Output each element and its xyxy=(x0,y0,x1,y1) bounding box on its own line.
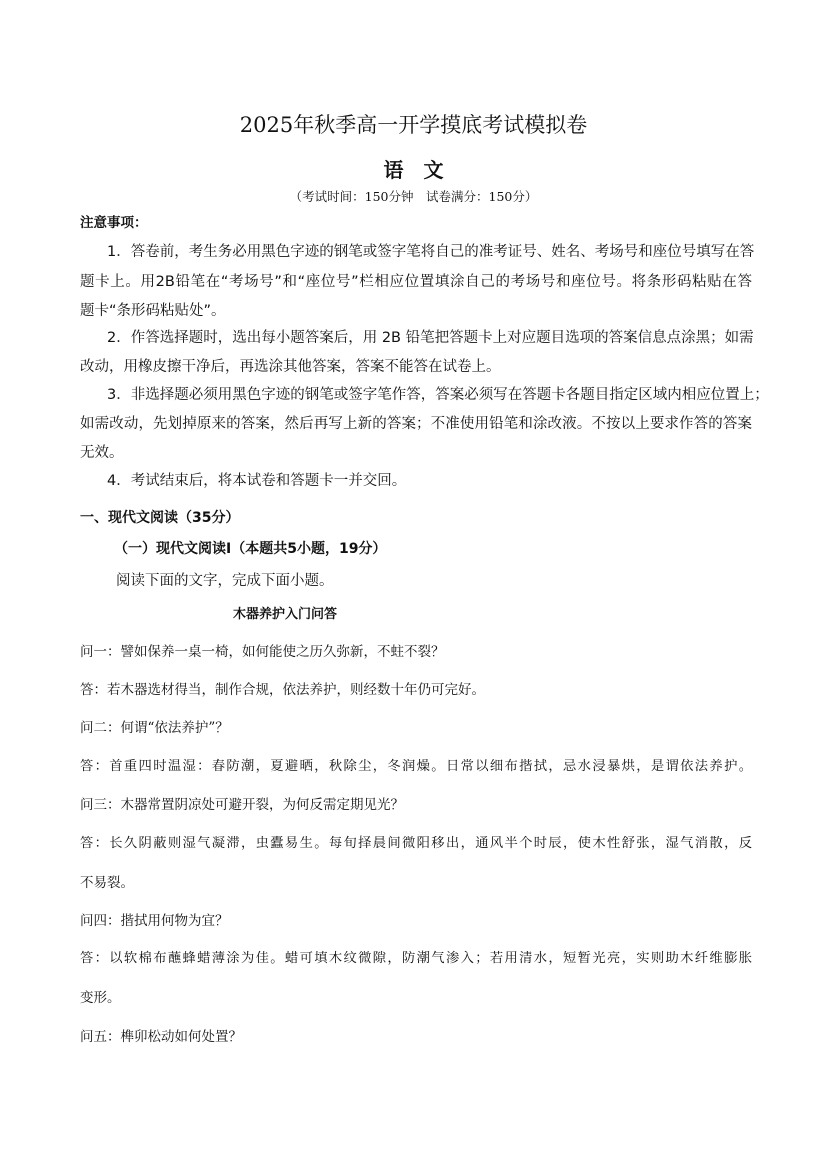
answer-2: 答：首重四时温湿：春防潮，夏避晒，秋除尘，冬润燥。日常以细布揩拭，忌水浸暴烘，是谓依法养护。 xyxy=(80,759,752,774)
notice-heading: 注意事项： xyxy=(80,215,148,231)
question-2: 问二：何谓“依法养护”？ xyxy=(80,720,229,736)
subject-title: 语 文 xyxy=(383,158,444,182)
question-5: 问五：榫卯松动如何处置？ xyxy=(80,1029,242,1045)
text-line: 4．考试结束后，将本试卷和答题卡一并交回。 xyxy=(107,473,407,489)
question-1: 问一：譬如保养一桌一椅，如何能使之历久弥新，不蛀不裂？ xyxy=(80,644,445,660)
question-4: 问四：揩拭用何物为宜？ xyxy=(80,913,229,929)
reading-instruction: 阅读下面的文字，完成下面小题。 xyxy=(116,573,334,589)
text-line: 题卡“条形码粘贴处”。 xyxy=(80,303,226,319)
answer-4-cont: 变形。 xyxy=(80,990,121,1006)
section-subheading: （一）现代文阅读Ⅰ（本题共5小题，19分） xyxy=(114,541,387,557)
answer-3-cont: 不易裂。 xyxy=(80,875,134,891)
text-line: 题卡上。用2B铅笔在“考场号”和“座位号”栏相应位置填涂自己的考场号和座位号。将条形码粘贴在答 xyxy=(80,274,752,290)
answer-4: 答：以软棉布蘸蜂蜡薄涂为佳。蜡可填木纹微隙，防潮气渗入；若用清水，短暂光亮，实则助木纤维膨胀 xyxy=(80,951,752,966)
exam-info: （考试时间：150分钟 试卷满分：150分） xyxy=(289,189,538,204)
question-3: 问三：木器常置阴凉处可避开裂，为何反需定期见光？ xyxy=(80,797,404,813)
text-line: 1．答卷前，考生务必用黑色字迹的钢笔或签字笔将自己的准考证号、姓名、考场号和座位号填写在答 xyxy=(107,244,755,260)
text-line: 如需改动，先划掉原来的答案，然后再写上新的答案；不准使用铅笔和涂改液。不按以上要求作答的答案 xyxy=(80,416,752,432)
text-line: 2．作答选择题时，选出每小题答案后，用 2B 铅笔把答题卡上对应题目选项的答案信息点涂黑；如需 xyxy=(107,330,754,346)
article-title: 木器养护入门问答 xyxy=(233,607,338,622)
answer-1: 答：若木器选材得当，制作合规，依法养护，则经数十年仍可完好。 xyxy=(80,682,485,698)
page-title: 2025年秋季高一开学摸底考试模拟卷 xyxy=(239,113,588,137)
text-line: 3．非选择题必须用黑色字迹的钢笔或签字笔作答，答案必须写在答题卡各题目指定区域内相应位置上； xyxy=(107,387,769,403)
answer-3: 答：长久阴蔽则湿气凝滞，虫蠹易生。每旬择晨间微阳移出，通风半个时辰，使木性舒张，湿气消散，反 xyxy=(80,836,752,851)
text-line: 无效。 xyxy=(80,445,124,461)
text-line: 改动，用橡皮擦干净后，再选涂其他答案，答案不能答在试卷上。 xyxy=(80,359,501,375)
section-heading: 一、现代文阅读（35分） xyxy=(80,510,240,526)
